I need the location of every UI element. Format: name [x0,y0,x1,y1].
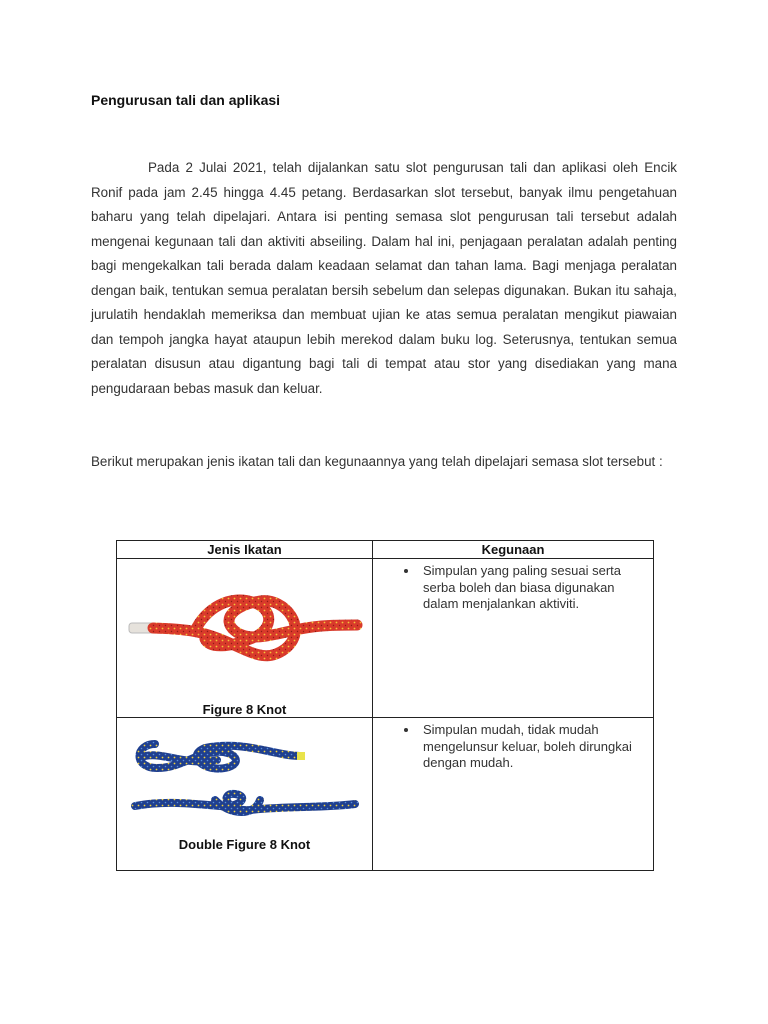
knot-image-cell [117,559,373,718]
double-figure-8-knot-image [125,726,365,826]
usage-cell [373,559,654,718]
usage-list [373,563,653,613]
usage-item: • Simpulan mudah, tidak mudah mengelunsur keluar, boleh dirungkai dengan mudah. [419,722,653,772]
body-paragraph-2: Berikut merupakan jenis ikatan tali dan kegunaannya yang telah dipelajari semasa slot tersebut : [91,454,663,469]
usage-cell [373,718,654,871]
header-jenis-ikatan: Jenis Ikatan [117,541,373,559]
table-row [117,559,654,718]
usage-item: • Simpulan yang paling sesuai serta serba boleh dan biasa digunakan dalam menjalankan aktiviti. [419,563,653,613]
header-kegunaan: Kegunaan [373,541,654,559]
document-title: Pengurusan tali dan aplikasi [91,92,281,108]
body-paragraph-1: Pada 2 Julai 2021, telah dijalankan satu slot pengurusan tali dan aplikasi oleh Encik Ronif pada jam 2.45 hingga 4.45 petang. Berdasarkan slot tersebut, banyak ilmu pengetahuan baharu yang telah dipelajari. Antara isi penting semasa slot pengurusan tali tersebut adalah mengenai kegunaan tali dan aktiviti abseiling. Dalam hal ini, penjagaan peralatan adalah penting bagi mengekalkan tali berada dalam keadaan selamat dan tahan lama. Bagi menjaga peralatan dengan baik, tentukan semua peralatan bersih sebelum dan selepas digunakan. Bukan itu sahaja, jurulatih hendaklah memeriksa dan membuat ujian ke atas semua peralatan mengikut piawaian dan tempoh jangka hayat ataupun lebih merekod dalam buku log. Seterusnya, tentukan semua peralatan disusun atau digantung bagi tali di tempat atau stor yang disediakan yang mana pengudaraan bebas masuk dan keluar. [91,160,677,396]
figure-8-knot-image [125,579,365,679]
table-row [117,718,654,871]
knot-table [116,540,654,871]
table-header-row [117,541,654,559]
usage-list [373,722,653,772]
knot-caption: Figure 8 Knot [202,702,287,717]
knot-caption: Double Figure 8 Knot [178,837,311,852]
knot-image-cell [117,718,373,871]
